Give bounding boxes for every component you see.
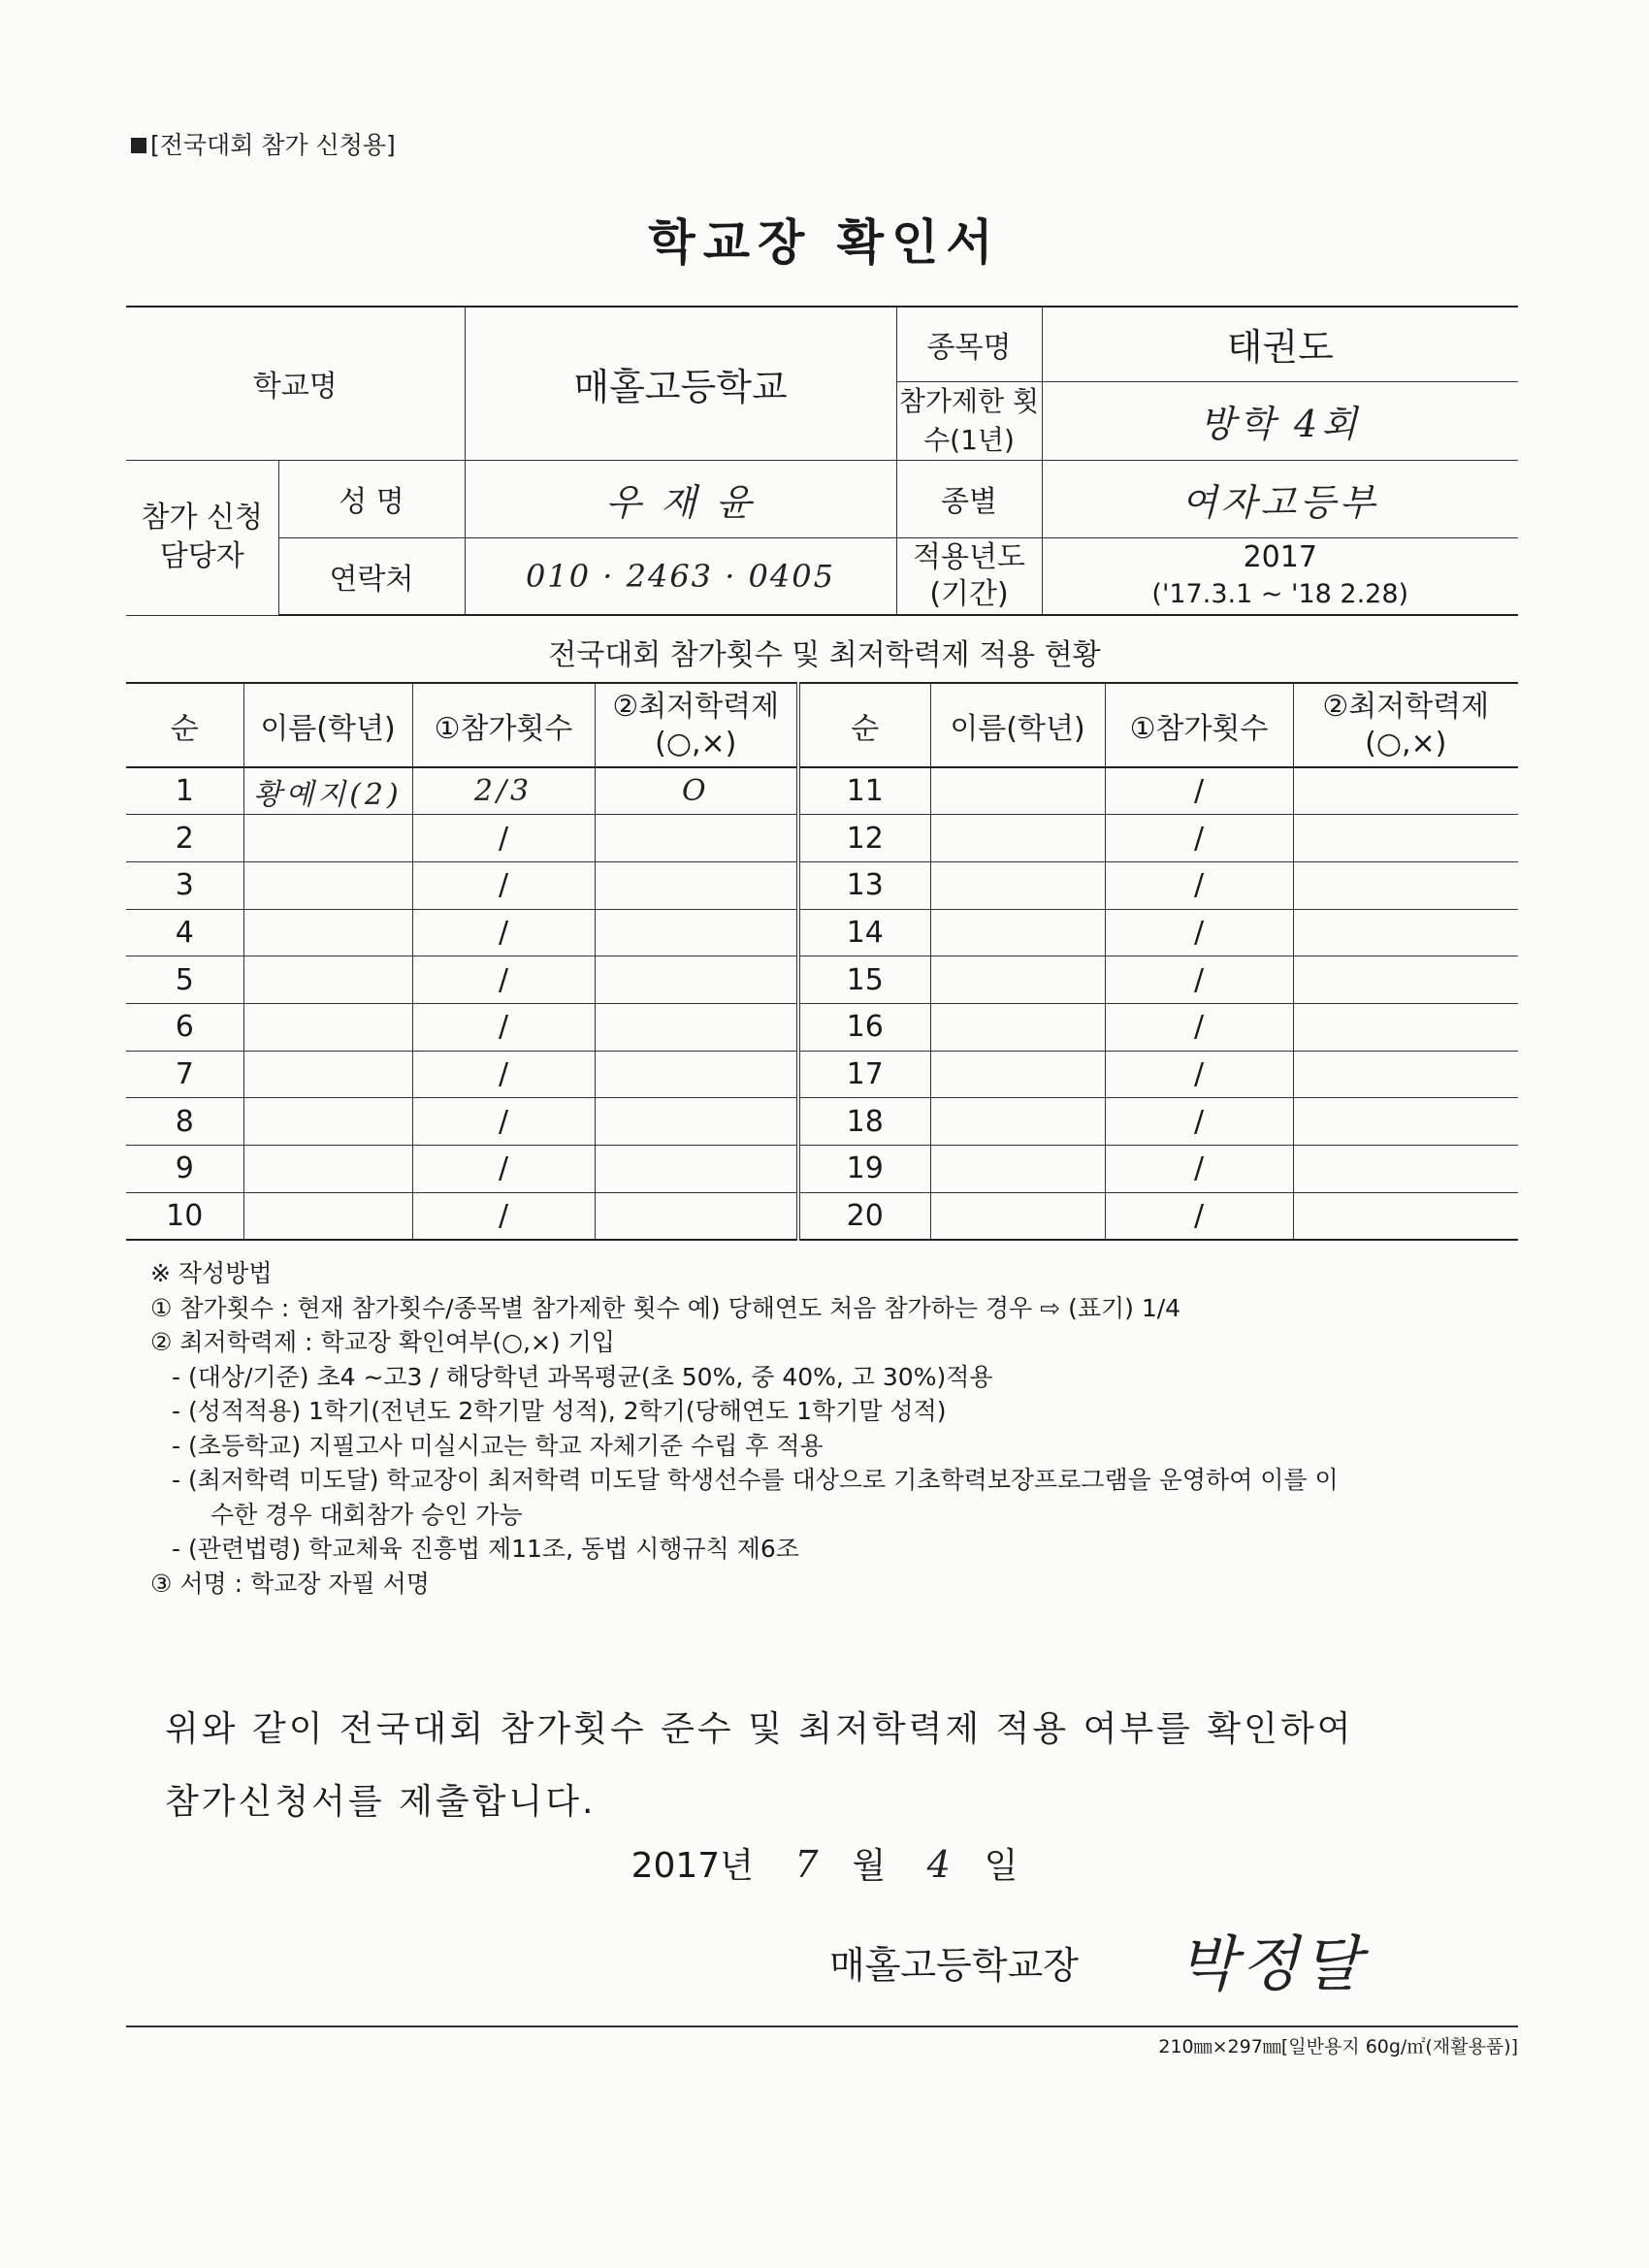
participation-count-cell: / [412,956,595,1004]
table-row [126,1051,1518,1098]
bottom-divider [126,2025,1518,2027]
form-type-label: [전국대회 참가 신청용] [150,131,396,159]
date-month: 7 [794,1843,823,1886]
student-name-cell [243,815,412,862]
student-name-cell [930,815,1105,862]
table-row [126,1192,1518,1240]
event-label: 종목명 [896,307,1042,381]
note-subitem: - (성적적용) 1학기(전년도 2학기말 성적), 2학기(당해연도 1학기말 성적) [172,1397,947,1425]
participation-count-cell: / [412,909,595,956]
student-name-cell [243,1051,412,1098]
note-subitem: - (대상/기준) 초4 ~고3 / 해당학년 과목평균(초 50%, 중 40%, 고 30%)적용 [172,1362,993,1391]
school-name: 매홀고등학교 [465,307,896,460]
header-min-grade-mark: (○,×) [655,726,737,761]
student-name-cell [930,1146,1105,1193]
student-name-cell [930,767,1105,815]
row-number: 7 [126,1051,243,1098]
date-year: 2017년 [630,1846,754,1886]
min-grade-cell [595,861,798,909]
student-name-cell [930,909,1105,956]
limit-label: 참가제한 횟수(1년) [896,381,1042,460]
student-name-cell [243,1192,412,1240]
header-min-grade: ②최저학력제 [612,689,780,724]
min-grade-cell [595,815,798,862]
note-item: ① 참가횟수 : 현재 참가횟수/종목별 참가제한 횟수 예) 당해연도 처음 참가하는 경우 ⇨ (표기) 1/4 [150,1293,1181,1322]
date-month-unit: 월 [852,1846,887,1886]
student-name-cell [930,861,1105,909]
participation-count-cell: / [1105,1098,1293,1146]
writing-instructions [150,1256,1339,1601]
row-number: 15 [798,956,930,1004]
row-number: 3 [126,861,243,909]
row-number: 9 [126,1146,243,1193]
table-row [126,767,1518,815]
note-subitem: - (최저학력 미도달) 학교장이 최저학력 미도달 학생선수를 대상으로 기초학력보장프로그램을 운영하여 이를 이 [172,1466,1339,1494]
min-grade-cell [1293,861,1518,909]
table-row [126,861,1518,909]
participation-count-cell: / [1105,956,1293,1004]
participation-count-cell: / [1105,1146,1293,1193]
limit-value: 방학 4회 [1042,381,1518,460]
student-name-cell [930,1003,1105,1051]
header-count: ①참가횟수 [412,683,595,767]
min-grade-cell [1293,956,1518,1004]
header-name: 이름(학년) [243,683,412,767]
header-name: 이름(학년) [930,683,1105,767]
min-grade-cell [1293,767,1518,815]
row-number: 16 [798,1003,930,1051]
participation-count-cell: 2/3 [412,767,595,815]
min-grade-cell [1293,1146,1518,1193]
event-name: 태권도 [1042,307,1518,381]
min-grade-cell [1293,1051,1518,1098]
row-number: 12 [798,815,930,862]
student-name-cell [930,956,1105,1004]
phone-value: 010 · 2463 · 0405 [465,537,896,615]
student-name-cell [243,1146,412,1193]
min-grade-cell [595,1051,798,1098]
header-count: ①참가횟수 [1105,683,1293,767]
row-number: 19 [798,1146,930,1193]
row-number: 11 [798,767,930,815]
table-row [126,815,1518,862]
participation-count-cell: / [1105,1192,1293,1240]
header-no: 순 [798,683,930,767]
student-name-cell [243,861,412,909]
table-row [126,1098,1518,1146]
participation-count-cell: / [412,1003,595,1051]
year-value: 2017 [1243,539,1317,574]
notes-heading: ※ 작성방법 [150,1259,273,1287]
min-grade-cell [1293,815,1518,862]
note-item: ② 최저학력제 : 학교장 확인여부(○,×) 기입 [150,1328,615,1356]
min-grade-cell [595,1192,798,1240]
row-number: 5 [126,956,243,1004]
section-title: 전국대회 참가횟수 및 최저학력제 적용 현황 [548,638,1101,672]
row-number: 2 [126,815,243,862]
min-grade-cell [595,1146,798,1193]
min-grade-cell [1293,1003,1518,1051]
square-bullet-icon [131,138,146,153]
confirmation-line: 위와 같이 전국대회 참가횟수 준수 및 최저학력제 적용 여부를 확인하여 [165,1709,1354,1749]
date-day: 4 [926,1843,954,1886]
student-name-cell [243,909,412,956]
row-number: 10 [126,1192,243,1240]
participation-count-cell: / [412,1098,595,1146]
min-grade-cell [1293,1192,1518,1240]
table-row [126,956,1518,1004]
participation-status-table [126,682,1518,1241]
row-number: 6 [126,1003,243,1051]
student-name-cell [930,1098,1105,1146]
form-type-tag [131,126,396,161]
student-name-cell [243,1098,412,1146]
student-name-cell [930,1192,1105,1240]
min-grade-cell [595,909,798,956]
header-no: 순 [126,683,243,767]
min-grade-cell [1293,1098,1518,1146]
note-subitem: - (초등학교) 지필고사 미실시교는 학교 자체기준 수립 후 적용 [172,1431,824,1460]
participation-count-cell: / [412,861,595,909]
table-header-row [126,683,1518,767]
student-name-cell [243,1003,412,1051]
min-grade-cell [595,1098,798,1146]
confirmation-statement [165,1693,1542,1838]
row-number: 20 [798,1192,930,1240]
submission-date [0,1838,1649,1888]
table-row [126,1003,1518,1051]
confirmation-line: 참가신청서를 제출합니다. [165,1782,597,1822]
participation-count-cell: / [412,815,595,862]
document-title: 학교장 확인서 [648,214,1001,271]
min-grade-cell [595,956,798,1004]
participation-count-cell: / [1105,767,1293,815]
contact-name: 우 재 윤 [465,460,896,537]
row-number: 17 [798,1051,930,1098]
participation-count-cell: / [1105,815,1293,862]
paper-spec: 210㎜×297㎜[일반용지 60g/㎡(재활용품)] [1158,2036,1518,2057]
participation-count-cell: / [1105,861,1293,909]
note-subitem-continued: 수한 경우 대회참가 승인 가능 [210,1500,523,1529]
participation-count-cell: / [412,1192,595,1240]
student-name-cell [243,956,412,1004]
row-number: 1 [126,767,243,815]
participation-count-cell: / [1105,1003,1293,1051]
phone-label: 연락처 [278,537,465,615]
participation-count-cell: / [412,1051,595,1098]
row-number: 18 [798,1098,930,1146]
student-name-cell: 황예지(2) [243,767,412,815]
participation-count-cell: / [1105,1051,1293,1098]
participation-count-cell: / [1105,909,1293,956]
principal-title: 매홀고등학교장 [829,1944,1079,1987]
contact-person-label: 참가 신청 담당자 [126,460,278,615]
min-grade-cell: O [595,767,798,815]
period-value: ('17.3.1 ~ '18 2.28) [1151,578,1409,609]
row-number: 13 [798,861,930,909]
category-value: 여자고등부 [1042,460,1518,537]
school-label: 학교명 [126,307,465,460]
min-grade-cell [595,1003,798,1051]
principal-signature: 박정달 [1179,1928,1365,1999]
year-label: 적용년도 (기간) [896,537,1042,615]
row-number: 4 [126,909,243,956]
date-day-unit: 일 [984,1846,1018,1886]
applicant-info-table [126,306,1518,616]
header-min-grade-mark: (○,×) [1365,726,1447,761]
row-number: 14 [798,909,930,956]
note-subitem: - (관련법령) 학교체육 진흥법 제11조, 동법 시행규칙 제6조 [172,1535,799,1563]
participation-count-cell: / [412,1146,595,1193]
student-name-cell [930,1051,1105,1098]
table-row [126,909,1518,956]
name-label: 성 명 [278,460,465,537]
header-min-grade: ②최저학력제 [1322,689,1490,724]
note-item: ③ 서명 : 학교장 자필 서명 [150,1569,430,1598]
table-row [126,1146,1518,1193]
min-grade-cell [1293,909,1518,956]
row-number: 8 [126,1098,243,1146]
category-label: 종별 [896,460,1042,537]
